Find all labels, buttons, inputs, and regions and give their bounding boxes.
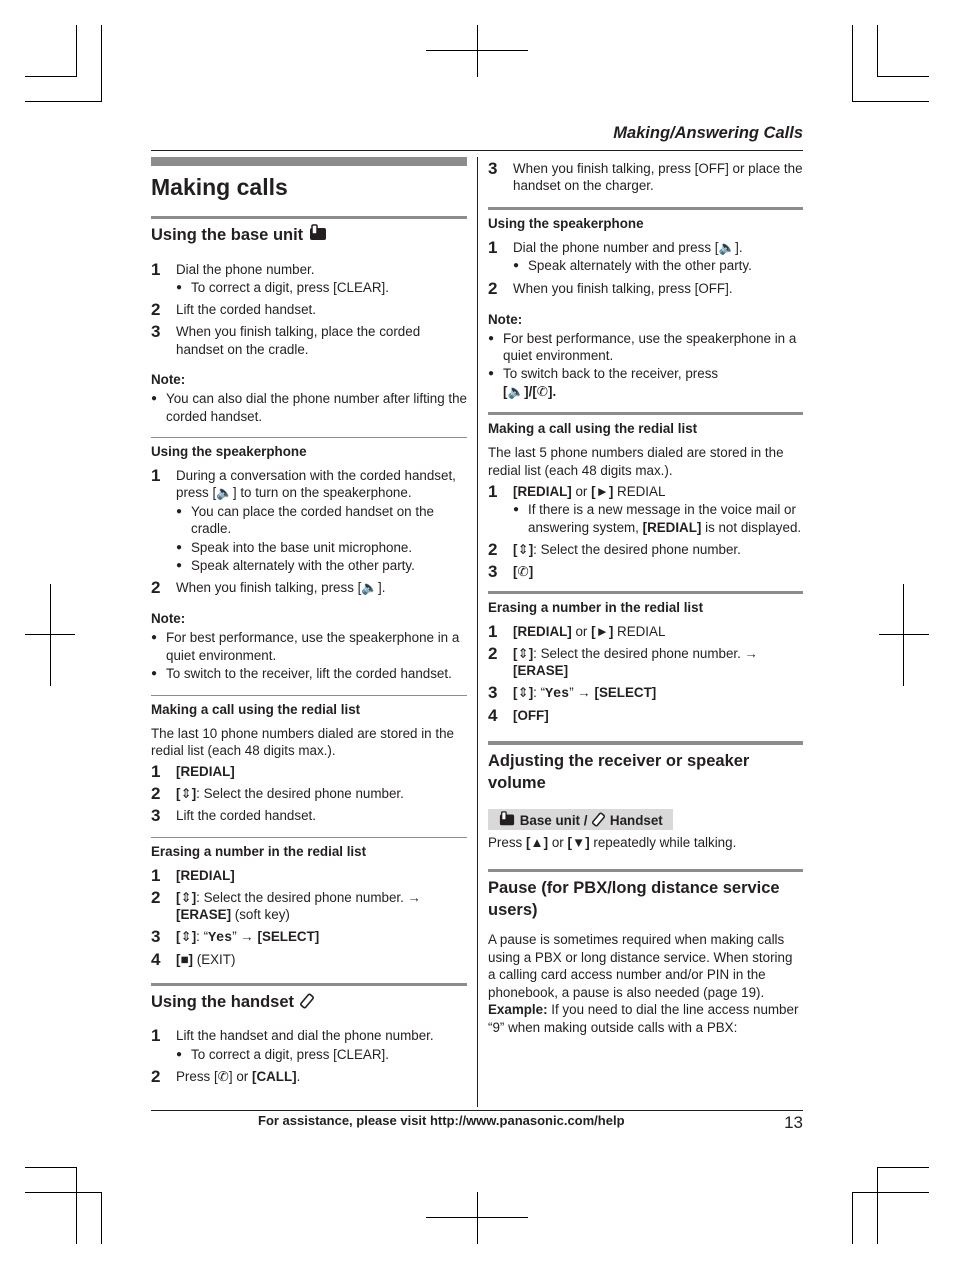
section-rule <box>488 207 803 210</box>
note-bullet: ● To switch to the receiver, lift the corded handset. <box>151 666 452 682</box>
page-number: 13 <box>784 1113 803 1132</box>
applies-to-tag: Base unit / Handset <box>488 809 673 830</box>
step-3: 3 [⇕]: “Yes” → [SELECT] <box>151 926 320 946</box>
note-bullet: ● For best performance, use the speakerphone in a quiet environment. <box>488 330 797 363</box>
up-down-icon: ⇕ <box>517 645 529 661</box>
subheading-speakerphone: Using the speakerphone <box>488 215 644 231</box>
bullet: ● Speak alternately with the other party. <box>513 258 752 274</box>
speaker-icon: 🔈 <box>216 485 233 501</box>
note-label: Note: <box>151 372 186 388</box>
up-down-icon: ⇕ <box>517 542 529 558</box>
header-rule <box>151 150 803 151</box>
speaker-icon: 🔈 <box>361 580 379 596</box>
base-unit-icon <box>498 811 516 827</box>
bullet: ● Speak alternately with the other party. <box>176 558 415 574</box>
talk-icon: ✆ <box>536 383 549 399</box>
step-1: 1 [REDIAL] or [►] REDIAL ● If there is a new message in the voice mail or answering system, [REDIAL] is not displayed. <box>488 482 802 535</box>
bullet: ● To correct a digit, press [CLEAR]. <box>176 279 389 295</box>
step-1: 1 [REDIAL] <box>151 762 235 782</box>
step-2: 2 When you finish talking, press [OFF]. <box>488 278 733 298</box>
footer <box>151 1110 803 1132</box>
section-heading-base-unit: Using the base unit <box>151 224 467 246</box>
step-1: 1 [REDIAL] <box>151 865 235 885</box>
up-down-icon: ⇕ <box>180 928 192 944</box>
note-bullet: ● You can also dial the phone number after lifting the corded handset. <box>151 391 468 424</box>
subsection-rule <box>151 837 467 838</box>
talk-icon: ✆ <box>517 564 529 580</box>
section-heading-handset: Using the handset <box>151 991 467 1013</box>
handset-icon <box>299 993 315 1009</box>
section-rule <box>488 741 803 745</box>
bullet: ● Speak into the base unit microphone. <box>176 539 413 555</box>
section-rule <box>488 591 803 594</box>
section-rule <box>488 869 803 872</box>
pause-text: A pause is sometimes required when making calls using a PBX or long distance service. When storing a calling card access number and/or PIN in the phonebook, a pause is also needed (page 19). <box>488 932 793 1000</box>
subheading-speakerphone: Using the speakerphone <box>151 443 307 459</box>
up-down-icon: ⇕ <box>180 889 192 905</box>
subheading-redial: Making a call using the redial list <box>151 701 361 717</box>
step-1: 1 During a conversation with the corded handset, press [🔈] to turn on the speakerphone. ● You can place the corded handset on the cradle. ● Speak into the base unit microphone. ● Speak alternately with the other party. <box>151 467 467 576</box>
base-unit-icon <box>308 224 328 242</box>
title-bar <box>151 157 467 166</box>
step-4: 4 [OFF] <box>488 706 549 726</box>
handset-icon <box>591 812 606 827</box>
step-3: 3 [✆] <box>488 562 534 582</box>
step-3: 3 [⇕]: “Yes” → [SELECT] <box>488 682 657 702</box>
step-2: 2 When you finish talking, press [🔈]. <box>151 578 386 598</box>
pause-example: Example: If you need to dial the line access number “9” when making outside calls with a PBX: <box>488 1002 799 1035</box>
column-divider <box>477 157 478 1107</box>
left-column <box>151 157 467 1090</box>
subsection-rule <box>151 695 467 696</box>
up-down-icon: ⇕ <box>180 786 192 802</box>
note-bullet: ● To switch back to the receiver, press [🔈]/[✆]. <box>488 366 719 399</box>
step-1: 1 [REDIAL] or [►] REDIAL <box>488 622 666 642</box>
bullet: ● To correct a digit, press [CLEAR]. <box>176 1046 389 1062</box>
note-bullet: ● For best performance, use the speakerphone in a quiet environment. <box>151 630 460 663</box>
page-title: Making calls <box>151 174 288 200</box>
subheading-redial: Making a call using the redial list <box>488 421 698 437</box>
section-rule <box>488 412 803 415</box>
step-4: 4 [■] (EXIT) <box>151 950 236 970</box>
subheading-erase: Erasing a number in the redial list <box>488 600 704 616</box>
step-2: 2 [⇕]: Select the desired phone number. → [ERASE] (soft key) <box>151 887 421 923</box>
redial-intro: The last 5 phone numbers dialed are stored in the redial list (each 48 digits max.). <box>488 445 784 478</box>
section-heading-volume: Adjusting the receiver or speaker volume <box>488 751 750 793</box>
subsection-rule <box>151 437 467 438</box>
step-3: 3 When you finish talking, place the corded handset on the cradle. <box>151 322 421 357</box>
section-rule <box>151 983 467 986</box>
talk-icon: ✆ <box>217 1069 229 1085</box>
step-2: 2 [⇕]: Select the desired phone number. <box>151 784 404 804</box>
step-3: 3 Lift the corded handset. <box>151 806 316 826</box>
up-down-icon: ⇕ <box>517 684 529 700</box>
running-header: Making/Answering Calls <box>613 124 803 142</box>
right-column <box>488 157 803 1036</box>
step-1: 1 Lift the handset and dial the phone number. ● To correct a digit, press [CLEAR]. <box>151 1027 467 1064</box>
step-2: 2 [⇕]: Select the desired phone number. → [ERASE] <box>488 643 758 679</box>
step-2: 2 Lift the corded handset. <box>151 300 316 320</box>
redial-intro: The last 10 phone numbers dialed are stored in the redial list (each 48 digits max.). <box>151 725 454 758</box>
step-1: 1 Dial the phone number. ● To correct a digit, press [CLEAR]. <box>151 261 467 298</box>
step-2: 2 Press [✆] or [CALL]. <box>151 1067 301 1087</box>
step-3: 3 When you finish talking, press [OFF] or place the handset on the charger. <box>488 159 803 194</box>
bullet: ● If there is a new message in the voice mail or answering system, [REDIAL] is not displayed. <box>513 502 802 535</box>
step-2: 2 [⇕]: Select the desired phone number. <box>488 540 741 560</box>
subheading-erase: Erasing a number in the redial list <box>151 843 367 859</box>
section-heading-pause: Pause (for PBX/long distance service users) <box>488 878 780 920</box>
bullet: ● You can place the corded handset on the cradle. <box>176 503 434 537</box>
note-label: Note: <box>488 311 523 327</box>
step-1: 1 Dial the phone number and press [🔈]. ● Speak alternately with the other party. <box>488 239 803 276</box>
section-rule <box>151 216 467 219</box>
speaker-icon: 🔈 <box>718 239 736 255</box>
note-label: Note: <box>151 611 186 627</box>
volume-text: Press [▲] or [▼] repeatedly while talking. <box>488 834 737 850</box>
footer-help: For assistance, please visit http://www.panasonic.com/help <box>258 1113 625 1128</box>
speaker-icon: 🔈 <box>507 383 525 399</box>
